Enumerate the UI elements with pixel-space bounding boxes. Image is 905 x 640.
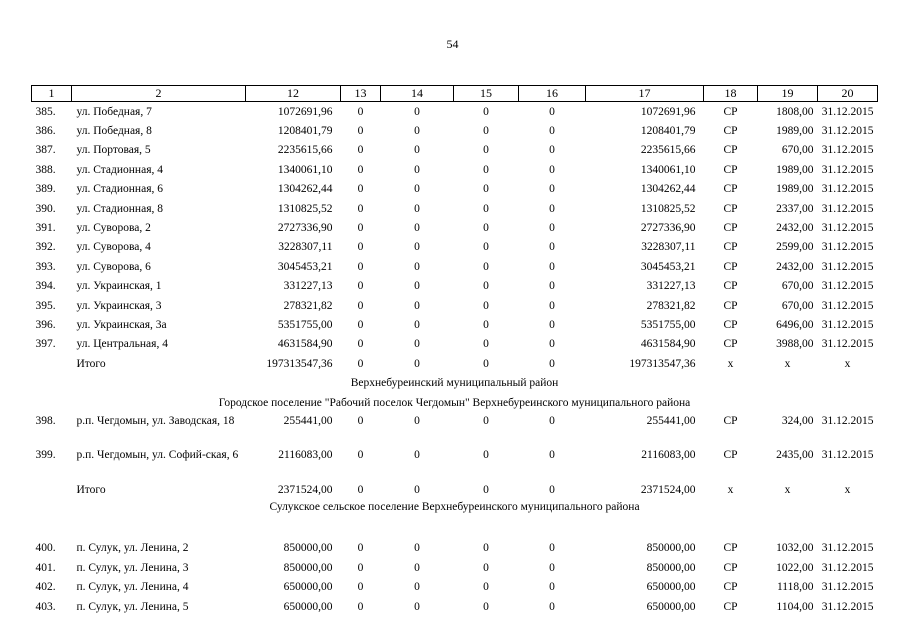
value-cell: 0 [483,415,489,428]
code-cell: СР [723,449,738,462]
col-header-1: 1 [32,86,72,102]
value-cell: 2235615,66 [640,144,696,157]
date-cell: 31.12.2015 [821,163,874,176]
value-cell: 0 [414,183,420,196]
col-header-12: 12 [246,86,341,102]
value-cell: 2727336,90 [640,222,696,235]
value-cell: 0 [414,542,420,555]
value-cell: 0 [483,542,489,555]
col-header-20: 20 [818,86,878,102]
row-number-cell: 386. [35,125,56,138]
value-cell: 0 [414,260,420,273]
row-number-cell: 401. [35,561,56,574]
value-cell: 0 [483,600,489,613]
value-cell: 0 [549,542,555,555]
address-cell: ул. Портовая, 5 [76,144,151,157]
value-cell: 650000,00 [283,581,333,594]
address-cell: п. Сулук, ул. Ленина, 5 [76,600,189,613]
value-cell: 2727336,90 [277,222,333,235]
area-cell: 1989,00 [776,125,814,138]
value-cell: 0 [357,125,364,138]
area-cell: 1989,00 [776,163,814,176]
value-cell: 0 [549,600,555,613]
value-cell: 0 [483,105,489,118]
row-number-cell: 391. [35,222,56,235]
address-cell: ул. Стадионная, 4 [76,163,163,176]
total-row [32,354,878,373]
table-row [32,277,878,296]
value-cell: 0 [357,338,364,351]
value-cell: 0 [357,581,364,594]
total-cell: 0 [549,483,555,496]
total-cell: 0 [357,483,364,496]
value-cell: 0 [414,561,420,574]
value-cell: 0 [357,561,364,574]
row-number-cell: 390. [35,202,56,215]
date-cell: 31.12.2015 [821,202,874,215]
value-cell: 0 [549,338,555,351]
total-cell: 0 [357,357,364,370]
col-header-2: 2 [72,86,246,102]
value-cell: 255441,00 [646,415,696,428]
value-cell: 0 [357,202,364,215]
value-cell: 0 [549,561,555,574]
area-cell: 1104,00 [776,600,814,613]
value-cell: 0 [549,318,555,331]
date-cell: 31.12.2015 [821,260,874,273]
total-cell: 2371524,00 [277,483,333,496]
address-cell: п. Сулук, ул. Ленина, 3 [76,561,189,574]
total-cell: 2371524,00 [640,483,696,496]
code-cell: СР [723,105,738,118]
value-cell: 5351755,00 [640,318,696,331]
value-cell: 0 [357,222,364,235]
col-header-15: 15 [454,86,519,102]
value-cell: 850000,00 [283,542,333,555]
table-row [32,160,878,179]
section-heading-row [32,393,878,412]
table-row [32,296,878,315]
value-cell: 650000,00 [283,600,333,613]
total-cell: х [784,357,791,370]
area-cell: 670,00 [781,280,814,293]
page-number: 54 [446,37,459,51]
table-row [32,218,878,237]
area-cell: 2432,00 [776,222,814,235]
value-cell: 0 [357,449,364,462]
row-number-cell: 394. [35,280,56,293]
row-number-cell: 388. [35,163,56,176]
value-cell: 1208401,79 [640,125,696,138]
value-cell: 0 [414,299,420,312]
value-cell: 3045453,21 [277,260,333,273]
date-cell: 31.12.2015 [821,241,874,254]
row-number-cell: 399. [35,449,56,462]
value-cell: 0 [357,241,364,254]
address-cell: ул. Суворова, 2 [76,222,151,235]
address-cell: ул. Стадионная, 8 [76,202,163,215]
value-cell: 1310825,52 [640,202,696,215]
date-cell: 31.12.2015 [821,561,874,574]
value-cell: 0 [483,449,489,462]
value-cell: 850000,00 [283,561,333,574]
value-cell: 0 [414,280,420,293]
value-cell: 0 [414,163,420,176]
value-cell: 0 [549,144,555,157]
table-body [32,102,878,617]
total-cell: 0 [483,483,489,496]
value-cell: 0 [549,581,555,594]
value-cell: 850000,00 [646,561,696,574]
total-label: Итого [76,357,106,370]
value-cell: 3045453,21 [640,260,696,273]
value-cell: 0 [483,241,489,254]
value-cell: 1208401,79 [277,125,333,138]
value-cell: 255441,00 [283,415,333,428]
total-cell: х [844,483,851,496]
table-row [32,102,878,122]
row-number-cell: 385. [35,105,56,118]
row-number-cell: 396. [35,318,56,331]
district-title: Верхнебуреинский муниципальный район [350,377,559,390]
address-cell: ул. Центральная, 4 [76,338,168,351]
code-cell: СР [723,338,738,351]
date-cell: 31.12.2015 [821,600,874,613]
area-cell: 2435,00 [776,449,814,462]
area-cell: 2337,00 [776,202,814,215]
value-cell: 0 [414,241,420,254]
value-cell: 0 [414,105,420,118]
table-row [32,180,878,199]
code-cell: СР [723,241,738,254]
total-label: Итого [76,483,106,496]
value-cell: 0 [357,600,364,613]
value-cell: 0 [549,260,555,273]
col-header-19: 19 [758,86,818,102]
code-cell: СР [723,144,738,157]
value-cell: 0 [414,144,420,157]
table-row [32,412,878,446]
value-cell: 0 [414,125,420,138]
address-cell: п. Сулук, ул. Ленина, 2 [76,542,189,555]
value-cell: 0 [549,449,555,462]
value-cell: 0 [549,299,555,312]
value-cell: 1340061,10 [277,163,333,176]
address-cell: ул. Украинская, 3а [76,318,167,331]
area-cell: 670,00 [781,299,814,312]
table-row [32,597,878,616]
code-cell: СР [723,299,738,312]
table-row [32,121,878,140]
value-cell: 0 [549,105,555,118]
total-cell: 197313547,36 [629,357,696,370]
value-cell: 5351755,00 [277,318,333,331]
total-cell: 0 [414,357,420,370]
code-cell: СР [723,561,738,574]
table-row [32,577,878,596]
address-cell: ул. Суворова, 6 [76,260,151,273]
value-cell: 1340061,10 [640,163,696,176]
table-row [32,446,878,480]
date-cell: 31.12.2015 [821,318,874,331]
value-cell: 1072691,96 [640,105,696,118]
section-heading-row [32,500,878,539]
col-header-16: 16 [519,86,586,102]
area-cell: 1022,00 [776,561,814,574]
date-cell: 31.12.2015 [821,449,874,462]
value-cell: 0 [549,241,555,254]
value-cell: 1310825,52 [277,202,333,215]
value-cell: 0 [549,163,555,176]
code-cell: СР [723,222,738,235]
header-row [32,86,878,102]
value-cell: 0 [357,163,364,176]
section-heading-row [32,373,878,392]
value-cell: 0 [357,260,364,273]
code-cell: СР [723,280,738,293]
row-number-cell: 402. [35,581,56,594]
code-cell: СР [723,318,738,331]
total-row [32,480,878,499]
code-cell: СР [723,125,738,138]
area-cell: 324,00 [781,415,814,428]
value-cell: 0 [414,202,420,215]
address-cell: р.п. Чегдомын, ул. Заводская, 18 [76,415,235,428]
value-cell: 0 [483,260,489,273]
value-cell: 0 [357,299,364,312]
value-cell: 2116083,00 [641,449,696,462]
settlement-title: Сулукское сельское поселение Верхнебуреинского муниципального района [269,500,640,513]
value-cell: 0 [414,600,420,613]
date-cell: 31.12.2015 [821,105,874,118]
table-row [32,315,878,334]
address-cell: р.п. Чегдомын, ул. Софий-ская, 6 [76,449,239,462]
value-cell: 0 [357,415,364,428]
date-cell: 31.12.2015 [821,542,874,555]
value-cell: 3228307,11 [278,241,333,254]
value-cell: 0 [549,125,555,138]
col-header-18: 18 [704,86,758,102]
settlement-title: Городское поселение "Рабочий поселок Чегдомын" Верхнебуреинского муниципального района [218,396,691,409]
value-cell: 0 [549,222,555,235]
code-cell: СР [723,260,738,273]
value-cell: 1304262,44 [640,183,696,196]
area-cell: 1808,00 [776,105,814,118]
value-cell: 0 [357,144,364,157]
value-cell: 0 [483,222,489,235]
area-cell: 1118,00 [776,581,814,594]
area-cell: 1989,00 [776,183,814,196]
date-cell: 31.12.2015 [821,581,874,594]
value-cell: 0 [357,183,364,196]
table-row [32,539,878,558]
value-cell: 0 [414,415,420,428]
area-cell: 2432,00 [776,260,814,273]
table-row [32,199,878,218]
row-number-cell: 398. [35,415,56,428]
address-cell: п. Сулук, ул. Ленина, 4 [76,581,189,594]
date-cell: 31.12.2015 [821,299,874,312]
date-cell: 31.12.2015 [821,222,874,235]
date-cell: 31.12.2015 [821,338,874,351]
row-number-cell: 393. [35,260,56,273]
date-cell: 31.12.2015 [821,280,874,293]
total-cell: х [727,483,734,496]
total-cell: х [727,357,734,370]
row-number-cell: 387. [35,144,56,157]
row-number-cell: 400. [35,542,56,555]
code-cell: СР [723,600,738,613]
code-cell: СР [723,581,738,594]
row-number-cell: 389. [35,183,56,196]
code-cell: СР [723,415,738,428]
value-cell: 2235615,66 [277,144,333,157]
value-cell: 278321,82 [646,299,696,312]
value-cell: 0 [357,105,364,118]
value-cell: 0 [483,202,489,215]
value-cell: 0 [483,338,489,351]
code-cell: СР [723,163,738,176]
date-cell: 31.12.2015 [821,415,874,428]
value-cell: 0 [549,183,555,196]
col-header-13: 13 [341,86,381,102]
value-cell: 0 [357,318,364,331]
data-table [31,85,878,616]
value-cell: 650000,00 [646,581,696,594]
value-cell: 0 [483,581,489,594]
total-cell: 0 [414,483,420,496]
value-cell: 0 [483,125,489,138]
total-cell: 197313547,36 [266,357,333,370]
total-cell: 0 [549,357,555,370]
address-cell: ул. Украинская, 1 [76,280,162,293]
total-cell: х [844,357,851,370]
area-cell: 6496,00 [776,318,814,331]
value-cell: 4631584,90 [640,338,696,351]
value-cell: 0 [357,542,364,555]
row-number-cell: 395. [35,299,56,312]
value-cell: 650000,00 [646,600,696,613]
date-cell: 31.12.2015 [821,183,874,196]
col-header-17: 17 [586,86,704,102]
table-row [32,141,878,160]
value-cell: 0 [483,318,489,331]
value-cell: 3228307,11 [641,241,696,254]
row-number-cell: 392. [35,241,56,254]
value-cell: 0 [483,299,489,312]
total-cell: х [784,483,791,496]
value-cell: 1304262,44 [277,183,333,196]
value-cell: 0 [414,581,420,594]
table-row [32,558,878,577]
row-number-cell: 403. [35,600,56,613]
value-cell: 278321,82 [283,299,333,312]
value-cell: 0 [549,202,555,215]
code-cell: СР [723,183,738,196]
total-cell: 0 [483,357,489,370]
value-cell: 0 [414,449,420,462]
value-cell: 0 [357,280,364,293]
code-cell: СР [723,542,738,555]
area-cell: 1032,00 [776,542,814,555]
address-cell: ул. Победная, 8 [76,125,152,138]
col-header-14: 14 [381,86,454,102]
value-cell: 0 [483,144,489,157]
value-cell: 0 [414,222,420,235]
value-cell: 0 [414,318,420,331]
value-cell: 331227,13 [646,280,696,293]
date-cell: 31.12.2015 [821,125,874,138]
value-cell: 0 [549,415,555,428]
value-cell: 0 [483,561,489,574]
value-cell: 2116083,00 [278,449,333,462]
value-cell: 0 [414,338,420,351]
code-cell: СР [723,202,738,215]
row-number-cell: 397. [35,338,56,351]
value-cell: 331227,13 [283,280,333,293]
value-cell: 1072691,96 [277,105,333,118]
value-cell: 850000,00 [646,542,696,555]
address-cell: ул. Стадионная, 6 [76,183,163,196]
address-cell: ул. Суворова, 4 [76,241,151,254]
date-cell: 31.12.2015 [821,144,874,157]
table-row [32,335,878,354]
table-row [32,238,878,257]
address-cell: ул. Украинская, 3 [76,299,162,312]
value-cell: 0 [483,183,489,196]
value-cell: 0 [549,280,555,293]
area-cell: 670,00 [781,144,814,157]
value-cell: 0 [483,163,489,176]
area-cell: 2599,00 [776,241,814,254]
address-cell: ул. Победная, 7 [76,105,152,118]
value-cell: 4631584,90 [277,338,333,351]
value-cell: 0 [483,280,489,293]
area-cell: 3988,00 [776,338,814,351]
table-row [32,257,878,276]
